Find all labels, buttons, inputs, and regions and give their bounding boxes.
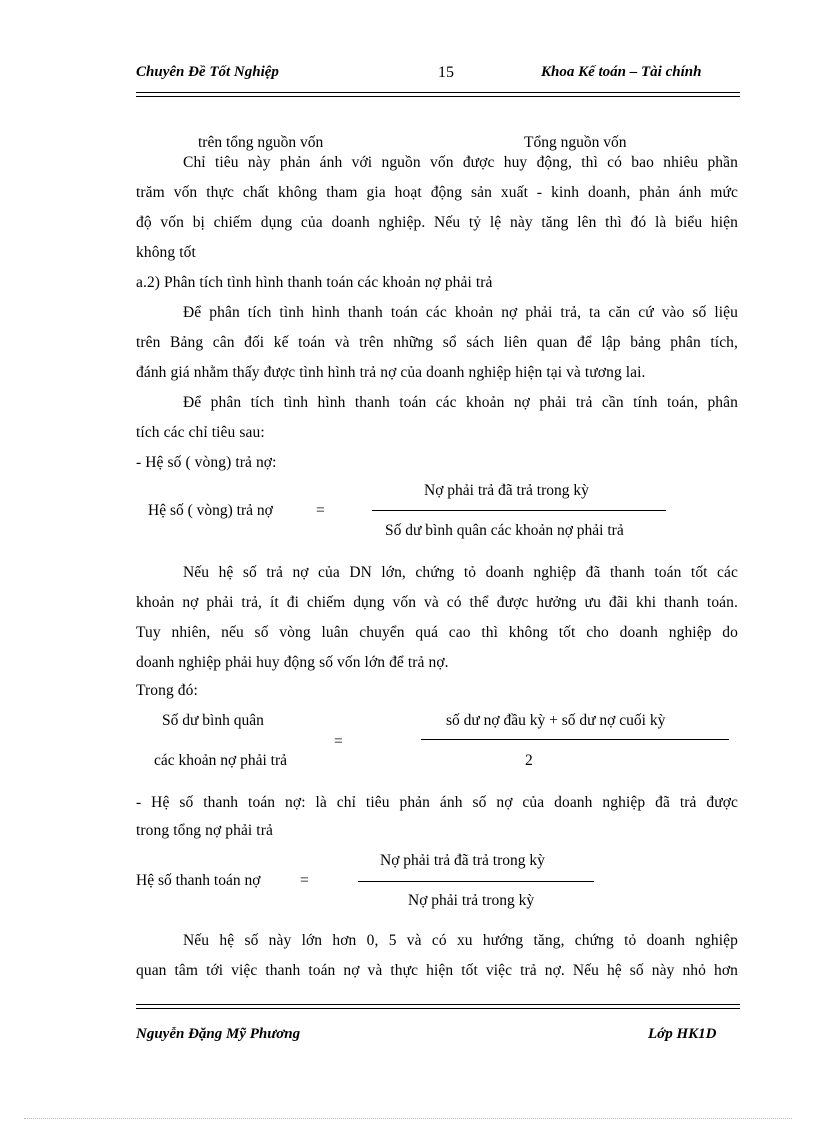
para4-line: Tuy nhiên, nếu số vòng luân chuyển quá cao thì không tốt cho doanh nghiệp do — [136, 624, 738, 641]
para2-line: trên Bảng cân đối kế toán và trên những sổ sách liên quan để lập bảng phân tích, — [136, 334, 738, 351]
footer-rule-bottom — [136, 1008, 740, 1009]
para4-line: khoản nợ phải trả, ít đi chiếm dụng vốn và có thể được hưởng ưu đãi khi thanh toán. — [136, 594, 738, 611]
para6-line: Nếu hệ số này lớn hơn 0, 5 và có xu hướng tăng, chứng tỏ doanh nghiệp — [183, 932, 738, 949]
formula3-numerator: Nợ phải trả đã trả trong kỳ — [380, 852, 545, 869]
formula3-equals: = — [300, 872, 309, 889]
header-rule-top — [136, 92, 740, 93]
formula2-fraction-bar — [421, 739, 729, 740]
formula1-equals: = — [316, 502, 325, 519]
formula2-numerator: số dư nợ đầu kỳ + số dư nợ cuối kỳ — [446, 712, 666, 729]
page-number: 15 — [438, 64, 454, 81]
bullet-debt-turnover: - Hệ số ( vòng) trả nợ: — [136, 454, 277, 471]
intro-fragment-right: Tổng nguồn vốn — [524, 134, 627, 151]
para1-line: không tốt — [136, 244, 196, 261]
intro-fragment-left: trên tổng nguồn vốn — [198, 134, 324, 151]
header-title: Chuyên Đề Tốt Nghiệp — [136, 64, 279, 80]
formula1-lhs: Hệ số ( vòng) trả nợ — [148, 502, 273, 519]
para2-line: đánh giá nhằm thấy được tình hình trả nợ của doanh nghiệp hiện tại và tương lai. — [136, 364, 646, 381]
para4-line: doanh nghiệp phải huy động số vốn lớn để trả nợ. — [136, 654, 449, 671]
footer-rule-top — [136, 1004, 740, 1005]
para6-line: quan tâm tới việc thanh toán nợ và thực hiện tốt việc trả nợ. Nếu hệ số này nhỏ hơn — [136, 962, 738, 979]
formula2-equals: = — [334, 733, 343, 750]
formula3-denominator: Nợ phải trả trong kỳ — [408, 892, 535, 909]
formula2-denominator: 2 — [525, 752, 533, 769]
formula1-denominator: Số dư bình quân các khoản nợ phải trả — [385, 522, 624, 539]
formula2-lhs-line2: các khoản nợ phải trả — [154, 752, 287, 769]
para2-line: Để phân tích tình hình thanh toán các khoản nợ phải trả, ta căn cứ vào số liệu — [183, 304, 738, 321]
footer-author: Nguyễn Đặng Mỹ Phương — [136, 1026, 301, 1042]
formula3-fraction-bar — [358, 881, 594, 882]
para5-line: trong tổng nợ phải trả — [136, 822, 273, 839]
formula2-lhs-line1: Số dư bình quân — [162, 712, 264, 729]
formula1-fraction-bar — [372, 510, 666, 511]
para1-line: trăm vốn thực chất không tham gia hoạt động sản xuất - kinh doanh, phản ánh mức — [136, 184, 738, 201]
formula3-lhs: Hệ số thanh toán nợ — [136, 872, 261, 889]
para4-line: Nếu hệ số trả nợ của DN lớn, chứng tỏ doanh nghiệp đã thanh toán tốt các — [183, 564, 738, 581]
formula1-numerator: Nợ phải trả đã trả trong kỳ — [424, 482, 589, 499]
where-label: Trong đó: — [136, 682, 198, 699]
para3-line: Để phân tích tình hình thanh toán các khoản nợ phải trả cần tính toán, phân — [183, 394, 738, 411]
para3-line: tích các chỉ tiêu sau: — [136, 424, 265, 441]
footer-class: Lớp HK1D — [648, 1026, 717, 1042]
para1-line: độ vốn bị chiếm dụng của doanh nghiệp. Nếu tỷ lệ này tăng lên thì đó là biểu hiện — [136, 214, 738, 231]
para5-line: - Hệ số thanh toán nợ: là chỉ tiêu phản ánh số nợ của doanh nghiệp đã trả được — [136, 794, 738, 811]
para1-line: Chỉ tiêu này phản ánh với nguồn vốn được huy động, thì có bao nhiêu phần — [183, 154, 738, 171]
header-rule-bottom — [136, 96, 740, 97]
header-department: Khoa Kế toán – Tài chính — [541, 64, 702, 80]
section-heading: a.2) Phân tích tình hình thanh toán các khoản nợ phải trả — [136, 274, 493, 291]
page-edge — [24, 1118, 792, 1119]
